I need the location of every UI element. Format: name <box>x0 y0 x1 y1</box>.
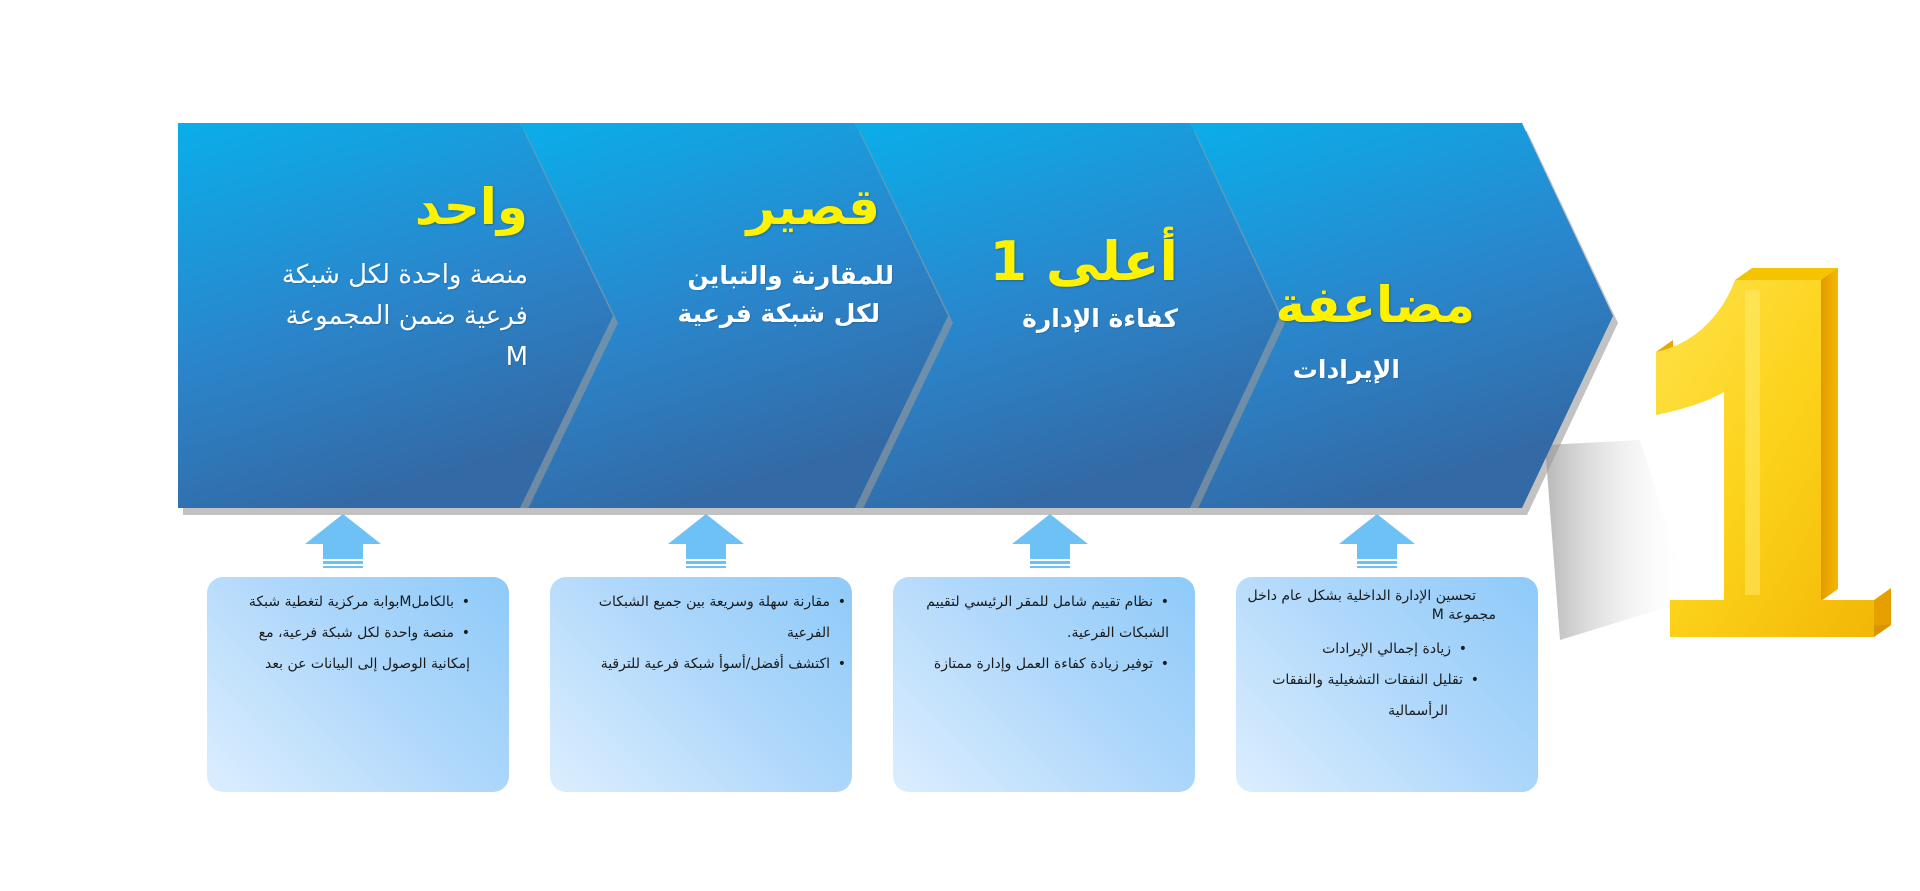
stage-4-subtitle-line: الإيرادات <box>1292 355 1400 384</box>
up-arrow-icon <box>1012 514 1088 568</box>
stage-1-subtitle-line: فرعية ضمن المجموعة <box>285 301 528 331</box>
stage-2-subtitle-line: لكل شبكة فرعية <box>677 299 880 328</box>
list-item: اكتشف أفضل/أسوأ شبكة فرعية للترقية • <box>599 649 830 680</box>
list-item-continued: الفرعية <box>786 625 830 641</box>
info-panel-4 <box>1236 577 1538 792</box>
stage-1-subtitle <box>282 255 528 378</box>
list-item: مقارنة سهلة وسريعة بين جميع الشبكات • <box>599 587 830 618</box>
list-item: زيادة إجمالي الإيرادات • <box>1272 634 1451 665</box>
info-panel-3-list <box>926 587 1169 680</box>
info-panel-4-intro <box>1247 587 1496 625</box>
stage-1-subtitle-line: M <box>505 342 528 372</box>
list-item-continued: الرأسمالية <box>1388 703 1448 719</box>
list-item: منصة واحدة لكل شبكة فرعية، مع • <box>249 618 454 649</box>
numeral-shadow <box>1545 440 1690 640</box>
info-panel-2 <box>550 577 852 792</box>
up-arrow-icon <box>1339 514 1415 568</box>
stage-2-subtitle-line: للمقارنة والتباين <box>687 261 894 290</box>
up-arrow-icon <box>305 514 381 568</box>
stage-3-headline: أعلى 1 <box>989 230 1178 293</box>
list-item: بالكاملMبوابة مركزية لتغطية شبكة • <box>249 587 454 618</box>
stage-3-subtitle <box>1022 304 1178 333</box>
stage-2-subtitle <box>677 257 894 333</box>
intro-line: مجموعة M <box>1431 607 1496 623</box>
list-item-continued: إمكانية الوصول إلى البيانات عن بعد <box>265 656 470 672</box>
stage-4-subtitle <box>1293 355 1400 384</box>
up-arrow-icon <box>668 514 744 568</box>
list-item-continued: الشبكات الفرعية. <box>1067 625 1169 641</box>
intro-line: تحسين الإدارة الداخلية بشكل عام داخل <box>1247 588 1476 604</box>
stage-1-subtitle-line: منصة واحدة لكل شبكة <box>281 260 528 290</box>
list-item: نظام تقييم شامل للمقر الرئيسي لتقييم • <box>926 587 1153 618</box>
stage-3-subtitle-line: كفاءة الإدارة <box>1022 304 1178 333</box>
list-item: تقليل النفقات التشغيلية والنفقات • <box>1272 665 1463 696</box>
info-panel-1-list <box>248 587 470 680</box>
number-one-icon <box>1656 268 1891 637</box>
stage-1-headline: واحد <box>414 178 528 236</box>
info-panel-4-list <box>1272 634 1463 727</box>
info-panel-3 <box>893 577 1195 792</box>
list-item: توفير زيادة كفاءة العمل وإدارة ممتازة • <box>926 649 1153 680</box>
info-panel-2-list <box>599 587 830 680</box>
stage-2-headline: قصير <box>746 178 880 236</box>
info-panel-1 <box>207 577 509 792</box>
stage-4-headline: مضاعفة <box>1275 276 1475 334</box>
